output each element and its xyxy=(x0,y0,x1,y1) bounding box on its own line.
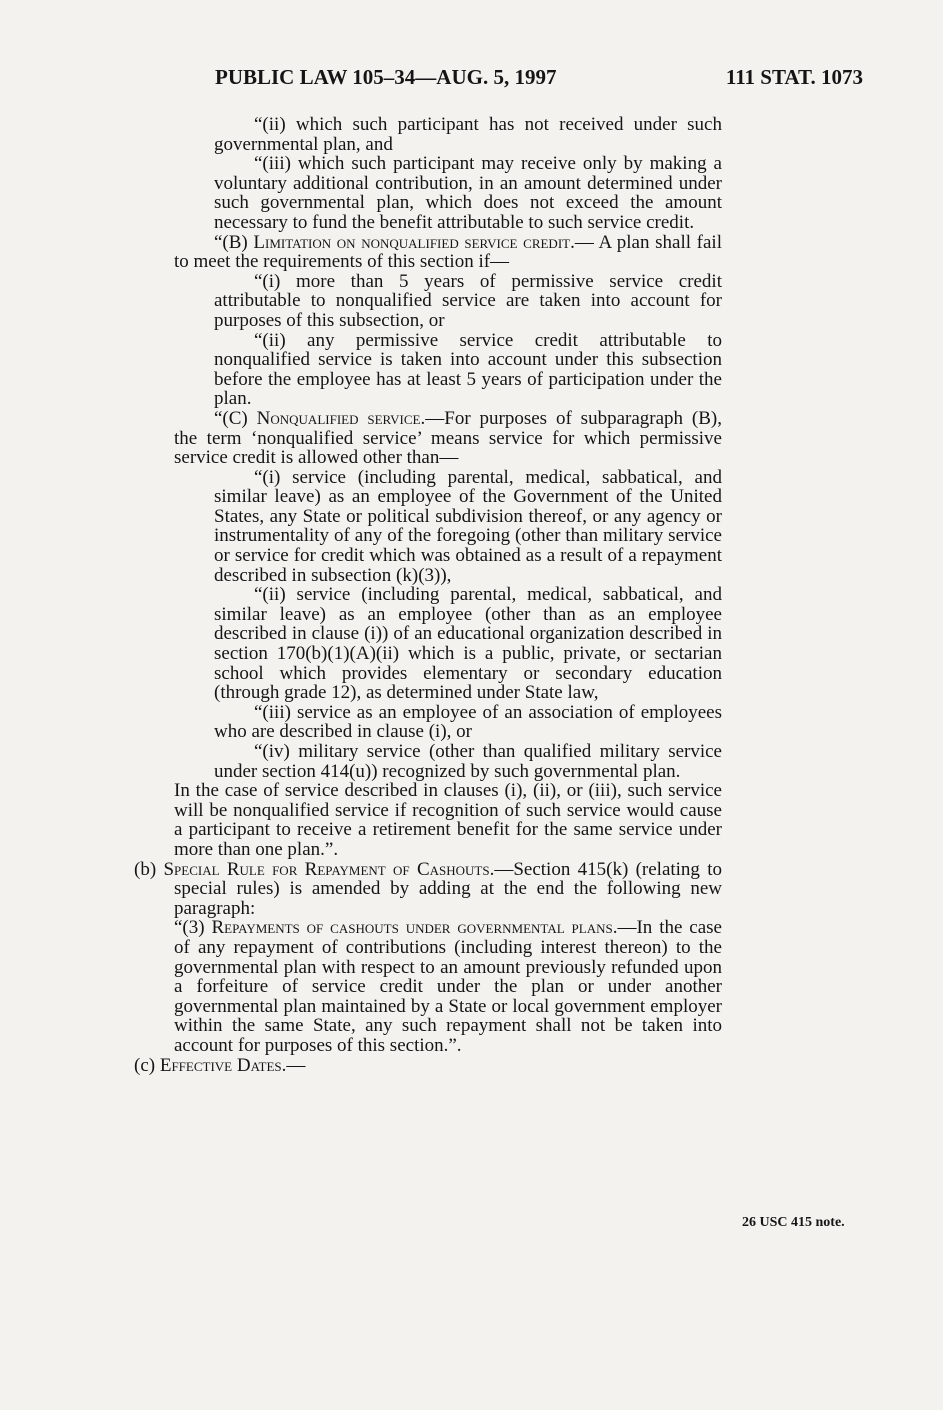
clause-c-ii: “(ii) service (including parental, medical, sabbatical, and similar leave) as an employee (other than as an employee described in clause (i)) of an educational organization described in section 170(b)(1)(A)(ii) which is a public, private, or sectarian school which provides elementary or secondary education (through grade 12), as determined under State law, xyxy=(214,584,722,704)
subsection-c xyxy=(134,1056,722,1076)
page-header xyxy=(215,64,863,90)
subsection-b xyxy=(134,858,723,919)
clause-b-ii: “(ii) any permissive service credit attributable to nonqualified service is taken into account under this subsection before the employee has at least 5 years of participation under the plan. xyxy=(214,329,722,410)
subsection-c-text: .— xyxy=(281,1054,306,1076)
subsection-c-caption: Effective Dates xyxy=(159,1054,282,1076)
paragraph-3-caption: Repayments of cashouts under governmental plans xyxy=(211,917,613,939)
c-heading-caption: Nonqualified service xyxy=(256,407,421,429)
header-title: PUBLIC LAW 105–34—AUG. 5, 1997 xyxy=(215,65,557,89)
paragraph-3 xyxy=(174,918,722,1055)
paragraph-3-text: .—In the case of any repayment of contributions (including interest thereon) to the governmental plan with respect to an amount previously refunded upon a forfeiture of service credit under the plan or under another governmental plan maintained by a State or local government employer within the same State, any such repayment shall not be taken into account for purposes of this section.”. xyxy=(174,917,722,1056)
subsection-b-caption: Special Rule for Repayment of Cashouts xyxy=(163,858,490,880)
c-heading-text: .—For purposes of subparagraph (B), the term ‘nonqualified service’ means service for which permissive service credit is allowed other than— xyxy=(174,407,722,469)
clause-c-iii: “(iii) service as an employee of an association of employees who are described in clause (i), or xyxy=(214,701,722,743)
c-heading-prefix: “(C) xyxy=(214,407,257,429)
clause-c-iv: “(iv) military service (other than qualified military service under section 414(u)) recognized by such governmental plan. xyxy=(214,741,722,782)
header-page-number: 111 STAT. 1073 xyxy=(725,65,863,89)
subsection-b-text: .—Section 415(k) (relating to special rules) is amended by adding at the end the following new paragraph: xyxy=(174,858,723,919)
b-heading-text: .— A plan shall fail to meet the requirements of this section if— xyxy=(174,231,722,273)
b-heading-caption: Limitation on nonqualified service credit xyxy=(253,231,571,253)
subsection-b-prefix: (b) xyxy=(134,858,164,880)
subsection-c-prefix: (c) xyxy=(134,1054,160,1076)
clause-c-i: “(i) service (including parental, medical, sabbatical, and similar leave) as an employee of the Government of the United States, any State or political subdivision thereof, or any agency or instrumentality of any of the foregoing (other than military service or service for credit which was obtained as a result of a repayment described in subsection (k)(3)), xyxy=(214,466,722,586)
closing-flush-text: In the case of service described in clauses (i), (ii), or (iii), such service will be nonqualified service if recognition of such service would cause a participant to receive a retirement benefit for the same service under more than one plan.”. xyxy=(174,780,722,860)
margin-note: 26 USC 415 note. xyxy=(742,1215,845,1230)
clause-b-i: “(i) more than 5 years of permissive service credit attributable to nonqualified service are taken into account for purposes of this subsection, or xyxy=(214,270,722,331)
subparagraph-c-heading xyxy=(174,409,722,468)
paragraph-3-prefix: “(3) xyxy=(174,917,212,939)
clause-a-ii: “(ii) which such participant has not received under such governmental plan, and xyxy=(214,114,722,155)
statute-text xyxy=(134,114,723,1076)
subparagraph-b-heading xyxy=(174,233,722,272)
b-heading-prefix: “(B) xyxy=(214,231,254,253)
clause-a-iii: “(iii) which such participant may receive only by making a voluntary additional contribution, in an amount determined under such governmental plan, which does not exceed the amount necessary to fund the benefit attributable to such service credit. xyxy=(214,153,722,233)
